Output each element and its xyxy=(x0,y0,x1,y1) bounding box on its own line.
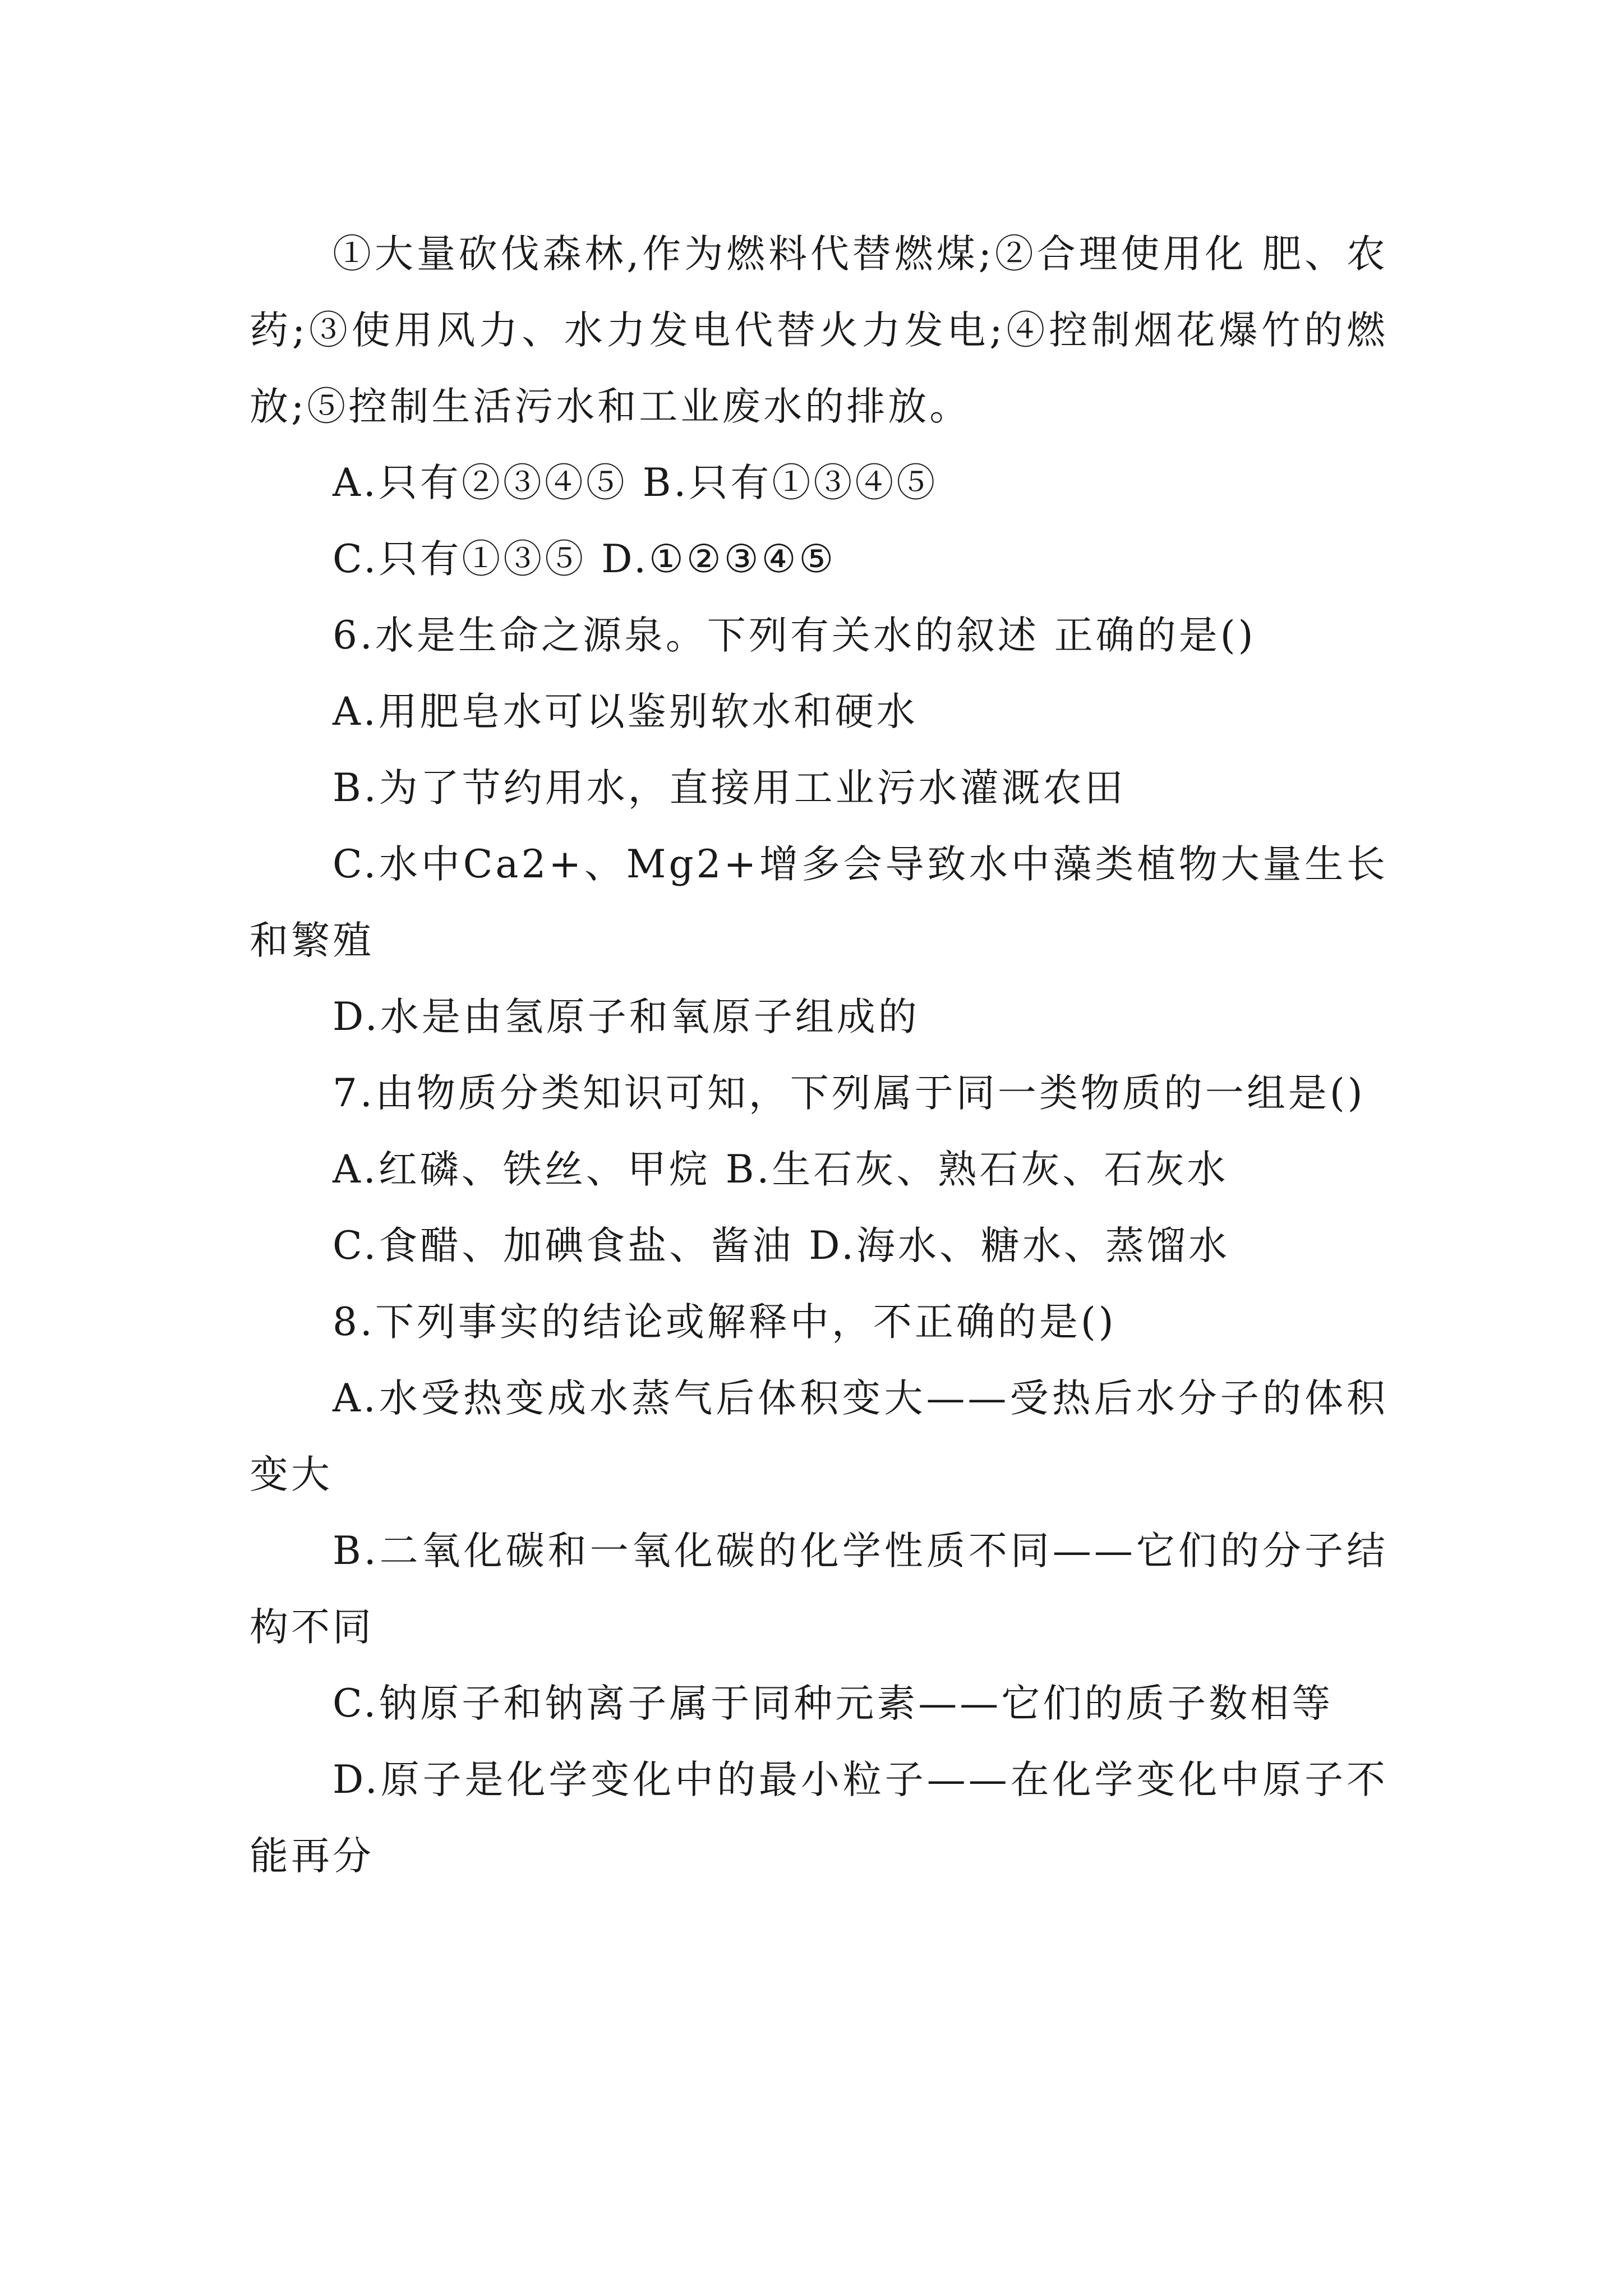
question-6-stem: 6.水是生命之源泉。下列有关水的叙述 正确的是() xyxy=(333,613,1256,658)
q6-option-d: D.水是由氢原子和氧原子组成的 xyxy=(333,995,920,1039)
q8-option-c: C.钠原子和钠离子属于同种元素——它们的质子数相等 xyxy=(333,1681,1334,1726)
q6-option-a: A.用肥皂水可以鉴别软水和硬水 xyxy=(333,689,918,734)
question-7-stem: 7.由物质分类知识可知，下列属于同一类物质的一组是() xyxy=(333,1071,1366,1116)
q8-option-a: A.水受热变成水蒸气后体积变大——受热后水分子的体积变大 xyxy=(250,1376,1388,1497)
document-body xyxy=(250,216,1388,1894)
q5-options-cd: C.只有①③⑤ D.①②③④⑤ xyxy=(333,537,837,582)
q5-options-ab: A.只有②③④⑤ B.只有①③④⑤ xyxy=(333,461,938,505)
q6-option-c: C.水中Ca2+、Mg2+增多会导致水中藻类植物大量生长和繁殖 xyxy=(250,842,1388,963)
q7-options-cd: C.食醋、加碘食盐、酱油 D.海水、糖水、蒸馏水 xyxy=(333,1223,1230,1268)
question-8-stem: 8.下列事实的结论或解释中，不正确的是() xyxy=(333,1300,1117,1345)
paragraph-environmental-measures: ①大量砍伐森林,作为燃料代替燃煤;②合理使用化 肥、农药;③使用风力、水力发电代替火力发电;④控制烟花爆竹的燃放;⑤控制生活污水和工业废水的排放。 xyxy=(250,232,1388,429)
q7-options-ab: A.红磷、铁丝、甲烷 B.生石灰、熟石灰、石灰水 xyxy=(333,1147,1229,1192)
q6-option-b: B.为了节约用水，直接用工业污水灌溉农田 xyxy=(333,766,1126,811)
q8-option-b: B.二氧化碳和一氧化碳的化学性质不同——它们的分子结构不同 xyxy=(250,1529,1388,1650)
q8-option-d: D.原子是化学变化中的最小粒子——在化学变化中原子不能再分 xyxy=(250,1757,1388,1879)
